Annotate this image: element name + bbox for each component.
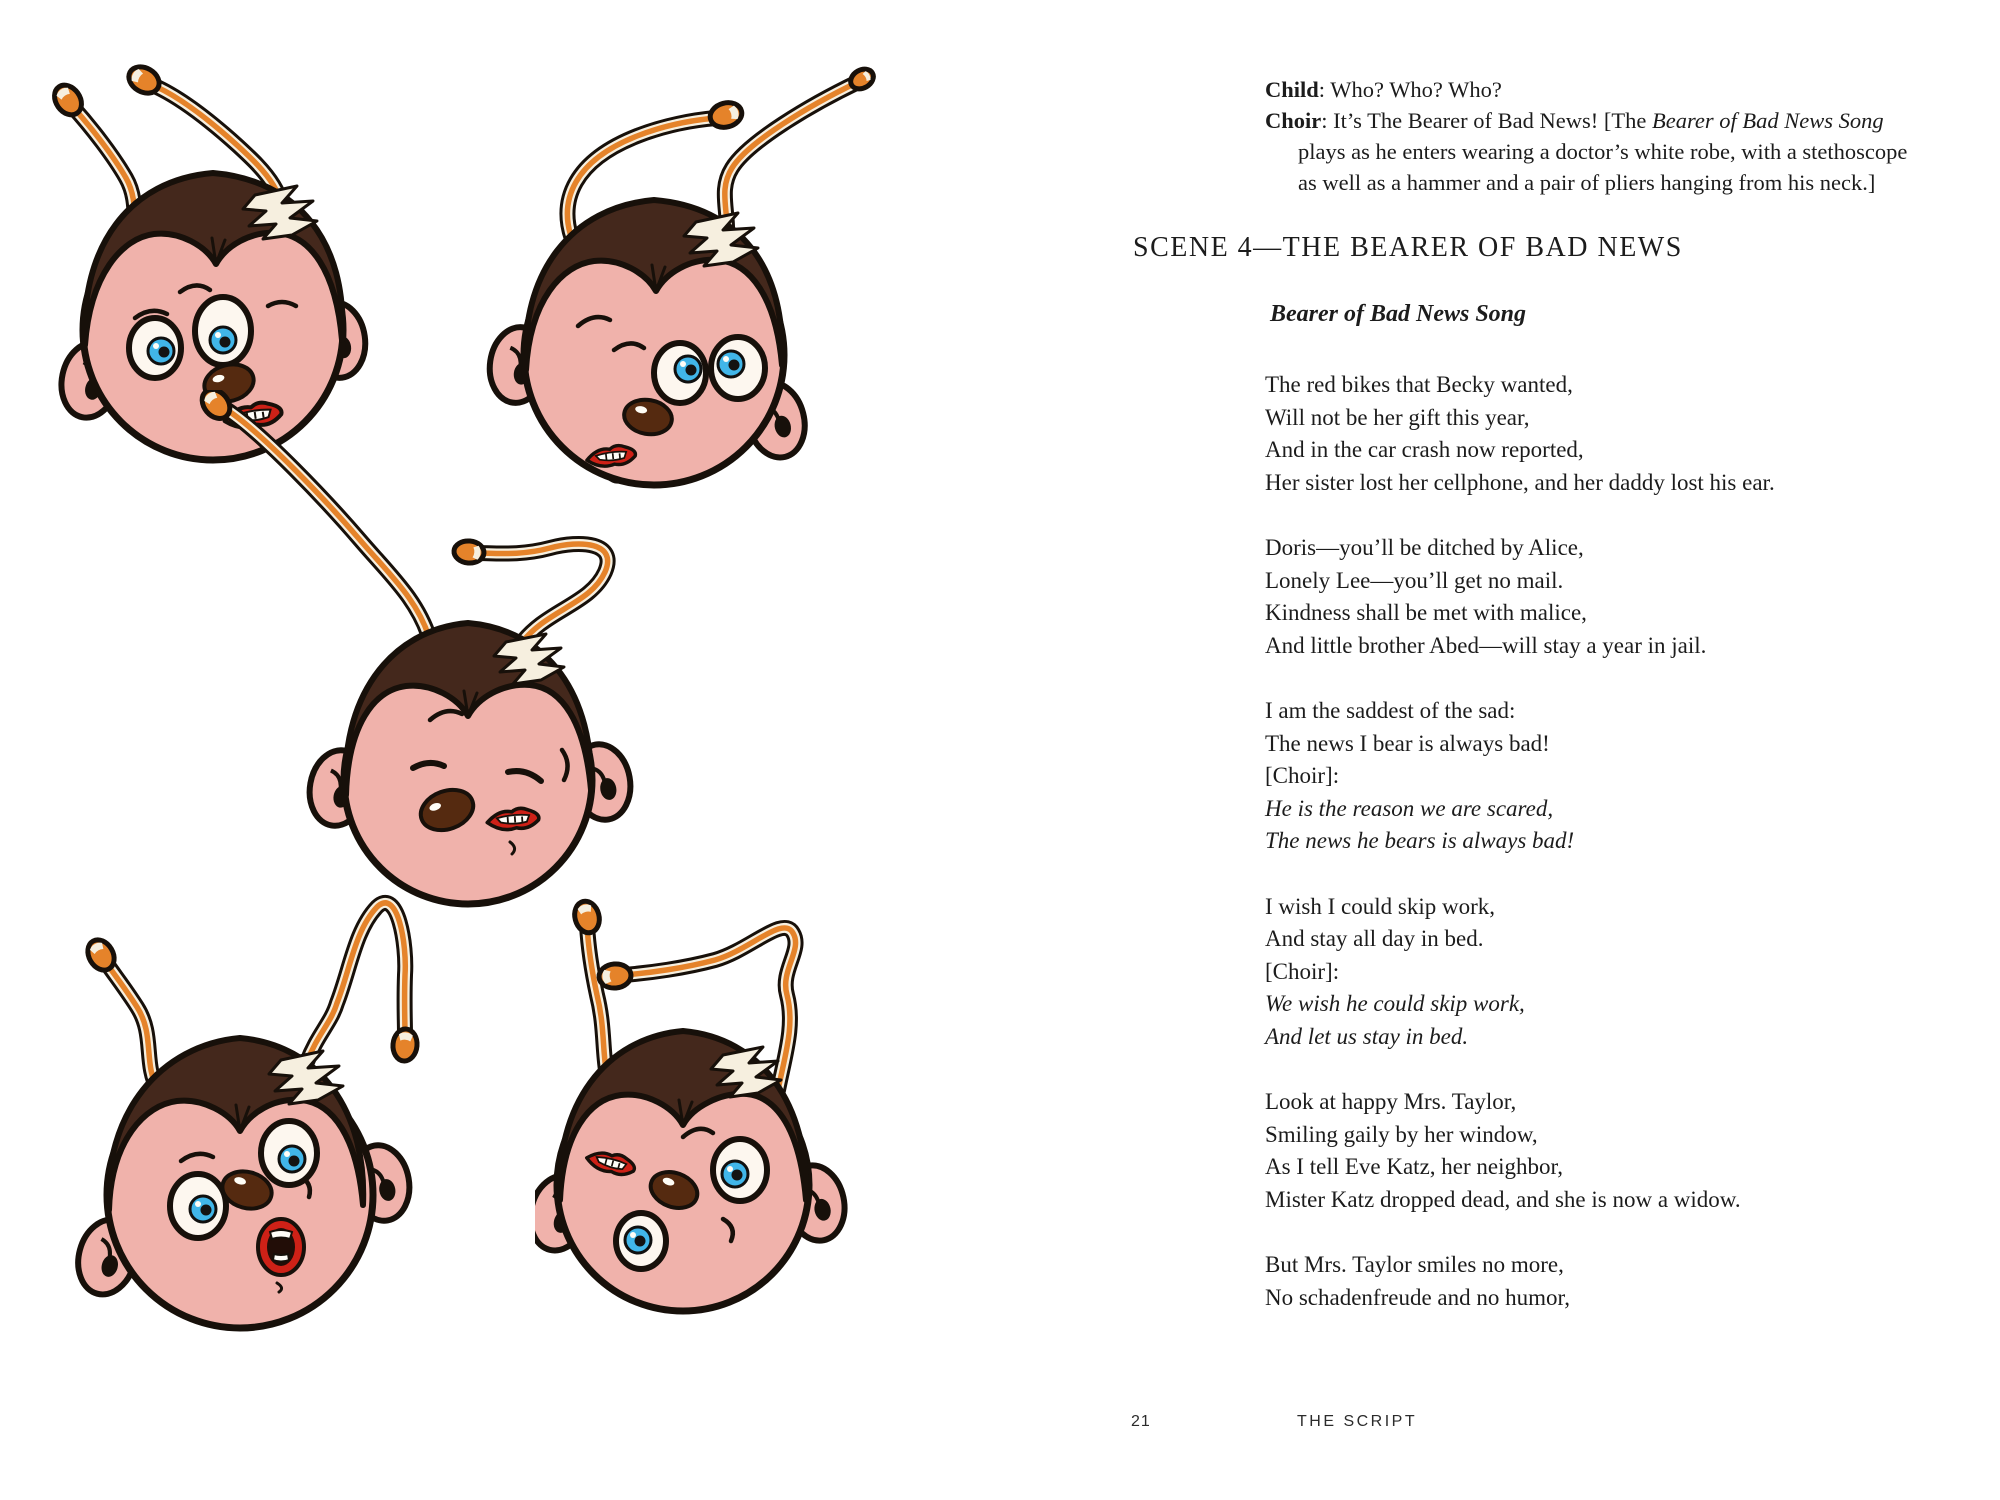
song-line: The news I bear is always bad! — [1265, 730, 1550, 756]
song-line: No schadenfreude and no humor, — [1265, 1284, 1571, 1310]
song-line: And stay all day in bed. — [1265, 926, 1484, 951]
page-number: 21 — [1131, 1413, 1151, 1430]
antenna-tip-icon — [707, 99, 744, 130]
song-title: Bearer of Bad News Song — [1270, 301, 1527, 327]
song-lyrics — [1265, 369, 1775, 1347]
stage-direction-title: Bearer of Bad News Song — [1651, 108, 1884, 133]
song-verse — [1265, 695, 1775, 858]
mutant-child-head-4 — [55, 885, 435, 1355]
song-verse — [1265, 1086, 1775, 1216]
antenna-tip-icon — [847, 65, 877, 93]
song-line: Look at happy Mrs. Taylor, — [1265, 1089, 1517, 1114]
song-line: Mister Katz dropped dead, and she is now a widow. — [1265, 1186, 1741, 1212]
left-antenna-icon — [197, 390, 430, 640]
mutant-child-head-3 — [180, 390, 640, 910]
song-line: Will not be her gift this year, — [1265, 404, 1530, 430]
song-line: The red bikes that Becky wanted, — [1265, 372, 1573, 397]
scene-heading: SCENE 4—THE BEARER OF BAD NEWS — [1133, 232, 1683, 263]
speaker-name: Choir — [1265, 108, 1322, 133]
dialogue-text: : Who? Who? Who? — [1318, 77, 1502, 102]
song-line: And in the car crash now reported, — [1265, 437, 1584, 462]
mouth-icon — [258, 1219, 304, 1275]
song-verse — [1265, 369, 1775, 499]
song-line: And little brother Abed—will stay a year in jail. — [1265, 632, 1707, 658]
song-line: [Choir]: — [1265, 958, 1340, 984]
right-eye-icon — [711, 337, 765, 399]
song-line: I am the saddest of the sad: — [1265, 698, 1516, 723]
song-line: Kindness shall be met with malice, — [1265, 600, 1587, 625]
song-line: Smiling gaily by her window, — [1265, 1121, 1538, 1147]
chin-eye-icon — [616, 1213, 666, 1269]
stage-direction-line: as well as a hammer and a pair of pliers hanging from his neck.] — [1298, 170, 1876, 195]
stage-direction-line: plays as he enters wearing a doctor’s white robe, with a stethoscope — [1298, 139, 1908, 164]
antenna-tip-icon — [571, 898, 602, 935]
song-line: Doris—you’ll be ditched by Alice, — [1265, 535, 1584, 560]
mutant-child-head-5 — [535, 875, 865, 1345]
speaker-name: Child — [1265, 77, 1319, 102]
song-line: We wish he could skip work, — [1265, 991, 1525, 1016]
right-antenna-icon — [307, 903, 418, 1062]
song-line: The news he bears is always bad! — [1265, 828, 1575, 853]
antenna-tip-icon — [392, 1028, 419, 1062]
center-eye-icon — [195, 297, 251, 365]
song-verse — [1265, 532, 1775, 662]
song-line: He is the reason we are scared, — [1265, 795, 1554, 821]
left-antenna-icon — [83, 935, 158, 1090]
forehead-eye-icon — [261, 1121, 317, 1185]
song-line: And let us stay in bed. — [1265, 1023, 1469, 1049]
song-line: Her sister lost her cellphone, and her daddy lost his ear. — [1265, 469, 1775, 495]
dialogue-line — [1265, 74, 1907, 105]
running-header: THE SCRIPT — [1297, 1413, 1418, 1430]
right-eye-icon — [713, 1139, 767, 1201]
song-line: I wish I could skip work, — [1265, 893, 1495, 919]
left-eye-icon — [129, 318, 181, 378]
left-eye-icon — [654, 343, 706, 403]
dialogue-block — [1265, 74, 1907, 198]
song-verse — [1265, 1249, 1775, 1314]
dialogue-text: : It’s The Bearer of Bad News! [The — [1321, 108, 1652, 133]
left-eye-icon — [170, 1174, 226, 1238]
song-verse — [1265, 891, 1775, 1054]
antenna-tip-icon — [453, 540, 485, 565]
song-line: As I tell Eve Katz, her neighbor, — [1265, 1154, 1563, 1179]
right-antenna-icon — [723, 65, 877, 255]
song-line: But Mrs. Taylor smiles no more, — [1265, 1252, 1564, 1277]
song-line: [Choir]: — [1265, 763, 1340, 788]
song-line: Lonely Lee—you’ll get no mail. — [1265, 567, 1564, 593]
antenna-tip-icon — [598, 963, 632, 990]
dialogue-line — [1265, 105, 1907, 136]
